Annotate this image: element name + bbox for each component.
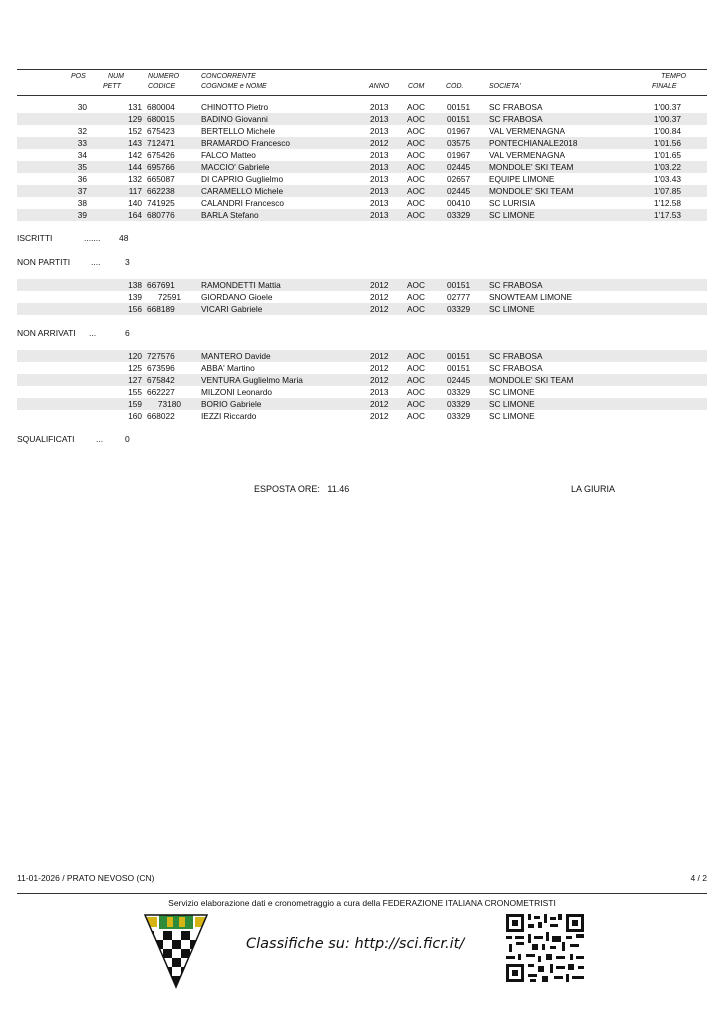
col-com-header: COM — [408, 83, 425, 90]
table-row: 159 73180 BORIO Gabriele 2012 AOC 03329 SC LIMONE — [17, 398, 707, 410]
page-number: 4 / 2 — [690, 873, 707, 883]
table-row: 32 152 675423 BERTELLO Michele 2013 AOC 01967 VAL VERMENAGNA 1'00.84 — [77, 126, 681, 136]
table-row: 125 673596 ABBA' Martino 2012 AOC 00151 SC FRABOSA — [128, 363, 543, 373]
table-row: 38 140 741925 CALANDRI Francesco 2013 AOC 00410 SC LURISIA 1'12.58 — [77, 198, 681, 208]
col-num-header: NUM PETT — [103, 73, 124, 90]
qr-code-icon — [506, 914, 584, 987]
table-row: 139 72591 GIORDANO Gioele 2012 AOC 02777 SNOWTEAM LIMONE — [128, 292, 572, 302]
col-anno-header: ANNO — [369, 83, 390, 90]
col-pos-header: POS — [71, 73, 86, 80]
col-tempo-header: TEMPO FINALE — [652, 73, 686, 90]
esposta-ore: ESPOSTA ORE: 11.46 — [254, 484, 350, 494]
table-row: 39 164 680776 BARLA Stefano 2013 AOC 03329 SC LIMONE 1'17.53 — [17, 209, 707, 221]
service-credit: Servizio elaborazione dati e cronometraggio a cura della FEDERAZIONE ITALIANA CRONOMETRISTI — [168, 898, 556, 908]
footer-rule — [17, 893, 707, 894]
header-bottom-rule — [17, 95, 707, 96]
header-top-rule — [17, 69, 707, 70]
table-row: 33 143 712471 BRAMARDO Francesco 2012 AOC 03575 PONTECHIANALE2018 1'01.56 — [17, 137, 707, 149]
col-concorrente-header: CONCORRENTE COGNOME e NOME — [201, 73, 267, 90]
col-societa-header: SOCIETA' — [489, 83, 521, 90]
table-row: 30 131 680004 CHINOTTO Pietro 2013 AOC 00151 SC FRABOSA 1'00.37 — [77, 102, 681, 112]
table-row: 155 662227 MILZONI Leonardo 2013 AOC 03329 SC LIMONE — [128, 387, 535, 397]
table-row: 36 132 665087 DI CAPRIO Guglielmo 2013 AOC 02657 EQUIPE LIMONE 1'03.43 — [77, 174, 681, 184]
table-row: 156 668189 VICARI Gabriele 2012 AOC 03329 SC LIMONE — [17, 303, 707, 315]
classifiche-link[interactable]: Classifiche su: http://sci.ficr.it/ — [246, 936, 465, 952]
table-row: 138 667691 RAMONDETTI Mattia 2012 AOC 00151 SC FRABOSA — [17, 279, 707, 291]
la-giuria: LA GIURIA — [571, 484, 616, 494]
date-place: 11-01-2026 / PRATO NEVOSO (CN) — [17, 873, 155, 883]
table-row: 34 142 675426 FALCO Matteo 2013 AOC 01967 VAL VERMENAGNA 1'01.65 — [77, 150, 681, 160]
table-row: 127 675842 VENTURA Guglielmo Maria 2012 AOC 02445 MONDOLE' SKI TEAM — [17, 374, 707, 386]
ficr-logo-icon — [143, 913, 209, 989]
table-row: 35 144 695766 MACCIO' Gabriele 2013 AOC 02445 MONDOLE' SKI TEAM 1'03.22 — [17, 161, 707, 173]
col-numero-header: NUMERO CODICE — [148, 73, 180, 90]
table-row: 37 117 662238 CARAMELLO Michele 2013 AOC 02445 MONDOLE' SKI TEAM 1'07.85 — [17, 185, 707, 197]
table-row: 120 727576 MANTERO Davide 2012 AOC 00151 SC FRABOSA — [17, 350, 707, 362]
table-row: 160 668022 IEZZI Riccardo 2012 AOC 03329 SC LIMONE — [128, 411, 535, 421]
table-row: 129 680015 BADINO Giovanni 2013 AOC 00151 SC FRABOSA 1'00.37 — [17, 113, 707, 125]
col-cod-header: COD. — [446, 83, 464, 90]
